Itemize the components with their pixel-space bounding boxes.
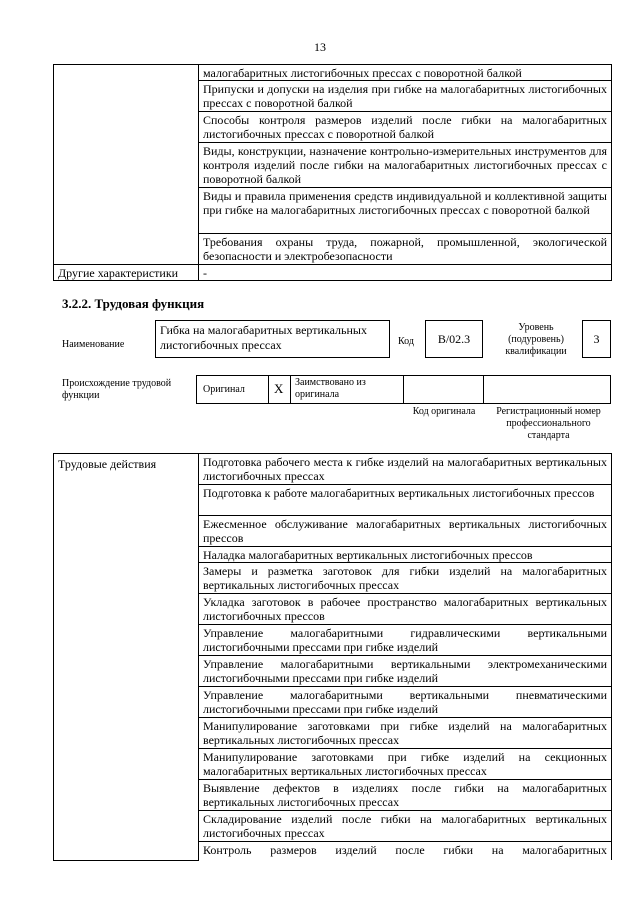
registration-number-caption: Регистрационный номер профессионального стандарта bbox=[496, 406, 601, 441]
labor-actions-label: Трудовые действия bbox=[58, 457, 157, 471]
name-label: Наименование bbox=[62, 339, 125, 350]
original-label: Оригинал bbox=[203, 384, 245, 395]
original-code-caption: Код оригинала bbox=[412, 406, 476, 417]
borrowed-label: Заимствовано из оригинала bbox=[295, 377, 366, 400]
labor-actions-table bbox=[53, 453, 612, 861]
origin-label: Происхождение трудовой функции bbox=[62, 378, 172, 401]
section-heading: 3.2.2. Трудовая функция bbox=[62, 296, 205, 311]
page-number: 13 bbox=[314, 40, 326, 54]
other-characteristics-label: Другие характеристики bbox=[58, 266, 179, 280]
divider bbox=[403, 375, 404, 404]
labor-action-item: Ежесменное обслуживание малогабаритных вертикальных листогибочных прессов bbox=[203, 517, 607, 545]
labor-action-item: Управление малогабаритными вертикальными электромеханическими листогибочными прессами при гибке изделий bbox=[203, 657, 607, 685]
labor-action-item: Управление малогабаритными гидравлическими вертикальными листогибочными прессами при гибке изделий bbox=[203, 626, 607, 654]
other-characteristics-value: - bbox=[203, 266, 207, 280]
labor-action-item: Замеры и разметка заготовок для гибки изделий на малогабаритных вертикальных листогибочных прессах bbox=[203, 564, 607, 592]
labor-action-item: Подготовка к работе малогабаритных вертикальных листогибочных прессов bbox=[203, 486, 595, 500]
labor-action-item: Манипулирование заготовками при гибке изделий на малогабаритных вертикальных листогибочных прессах bbox=[203, 719, 607, 747]
table-row bbox=[54, 265, 612, 281]
labor-action-item: Выявление дефектов в изделиях после гибки на малогабаритных вертикальных листогибочных прессах bbox=[203, 781, 607, 809]
labor-action-item: Манипулирование заготовками при гибке изделий на секционных малогабаритных вертикальных листогибочных прессах bbox=[203, 750, 607, 778]
knowledge-item: Припуски и допуски на изделия при гибке на малогабаритных листогибочных прессах с поворотной балкой bbox=[203, 82, 607, 110]
divider bbox=[483, 375, 484, 404]
labor-action-item: Укладка заготовок в рабочее пространство малогабаритных вертикальных листогибочных прессов bbox=[203, 595, 607, 623]
qualification-level: 3 bbox=[582, 320, 611, 358]
labor-action-item: Управление малогабаритными вертикальными пневматическими листогибочными прессами при гибке изделий bbox=[203, 688, 607, 716]
qualification-level-label: Уровень (подуровень) квалификации bbox=[505, 322, 567, 357]
knowledge-item: Виды, конструкции, назначение контрольно-измерительных инструментов для контроля изделий после гибки на малогабаритных листогибочных прессах с поворотной балкой bbox=[203, 144, 607, 186]
knowledge-item: Виды и правила применения средств индивидуальной и коллективной защиты при гибке на малогабаритных листогибочных прессах с поворотной балкой bbox=[203, 189, 607, 217]
function-name: Гибка на малогабаритных вертикальных листогибочных прессах bbox=[155, 320, 390, 358]
knowledge-item: Способы контроля размеров изделий после гибки на малогабаритных листогибочных прессах с поворотной балкой bbox=[203, 113, 607, 141]
labor-action-item: Контроль размеров изделий после гибки на малогабаритных bbox=[203, 843, 607, 857]
knowledge-item: малогабаритных листогибочных прессах с поворотной балкой bbox=[203, 66, 522, 80]
code-label: Код bbox=[398, 336, 414, 347]
divider bbox=[268, 375, 269, 404]
table-row bbox=[54, 454, 612, 485]
empty-label-cell bbox=[54, 65, 199, 265]
labor-action-item: Наладка малогабаритных вертикальных листогибочных прессов bbox=[203, 548, 533, 562]
function-code: B/02.3 bbox=[425, 320, 483, 358]
knowledge-table bbox=[53, 64, 612, 281]
labor-action-item: Складирование изделий после гибки на малогабаритных вертикальных листогибочных прессах bbox=[203, 812, 607, 840]
table-row bbox=[54, 65, 612, 81]
original-mark: X bbox=[274, 381, 284, 396]
divider bbox=[290, 375, 291, 404]
knowledge-item: Требования охраны труда, пожарной, промышленной, экологической безопасности и электробезопасности bbox=[203, 235, 607, 263]
labor-action-item: Подготовка рабочего места к гибке изделий на малогабаритных вертикальных листогибочных прессах bbox=[203, 455, 607, 483]
